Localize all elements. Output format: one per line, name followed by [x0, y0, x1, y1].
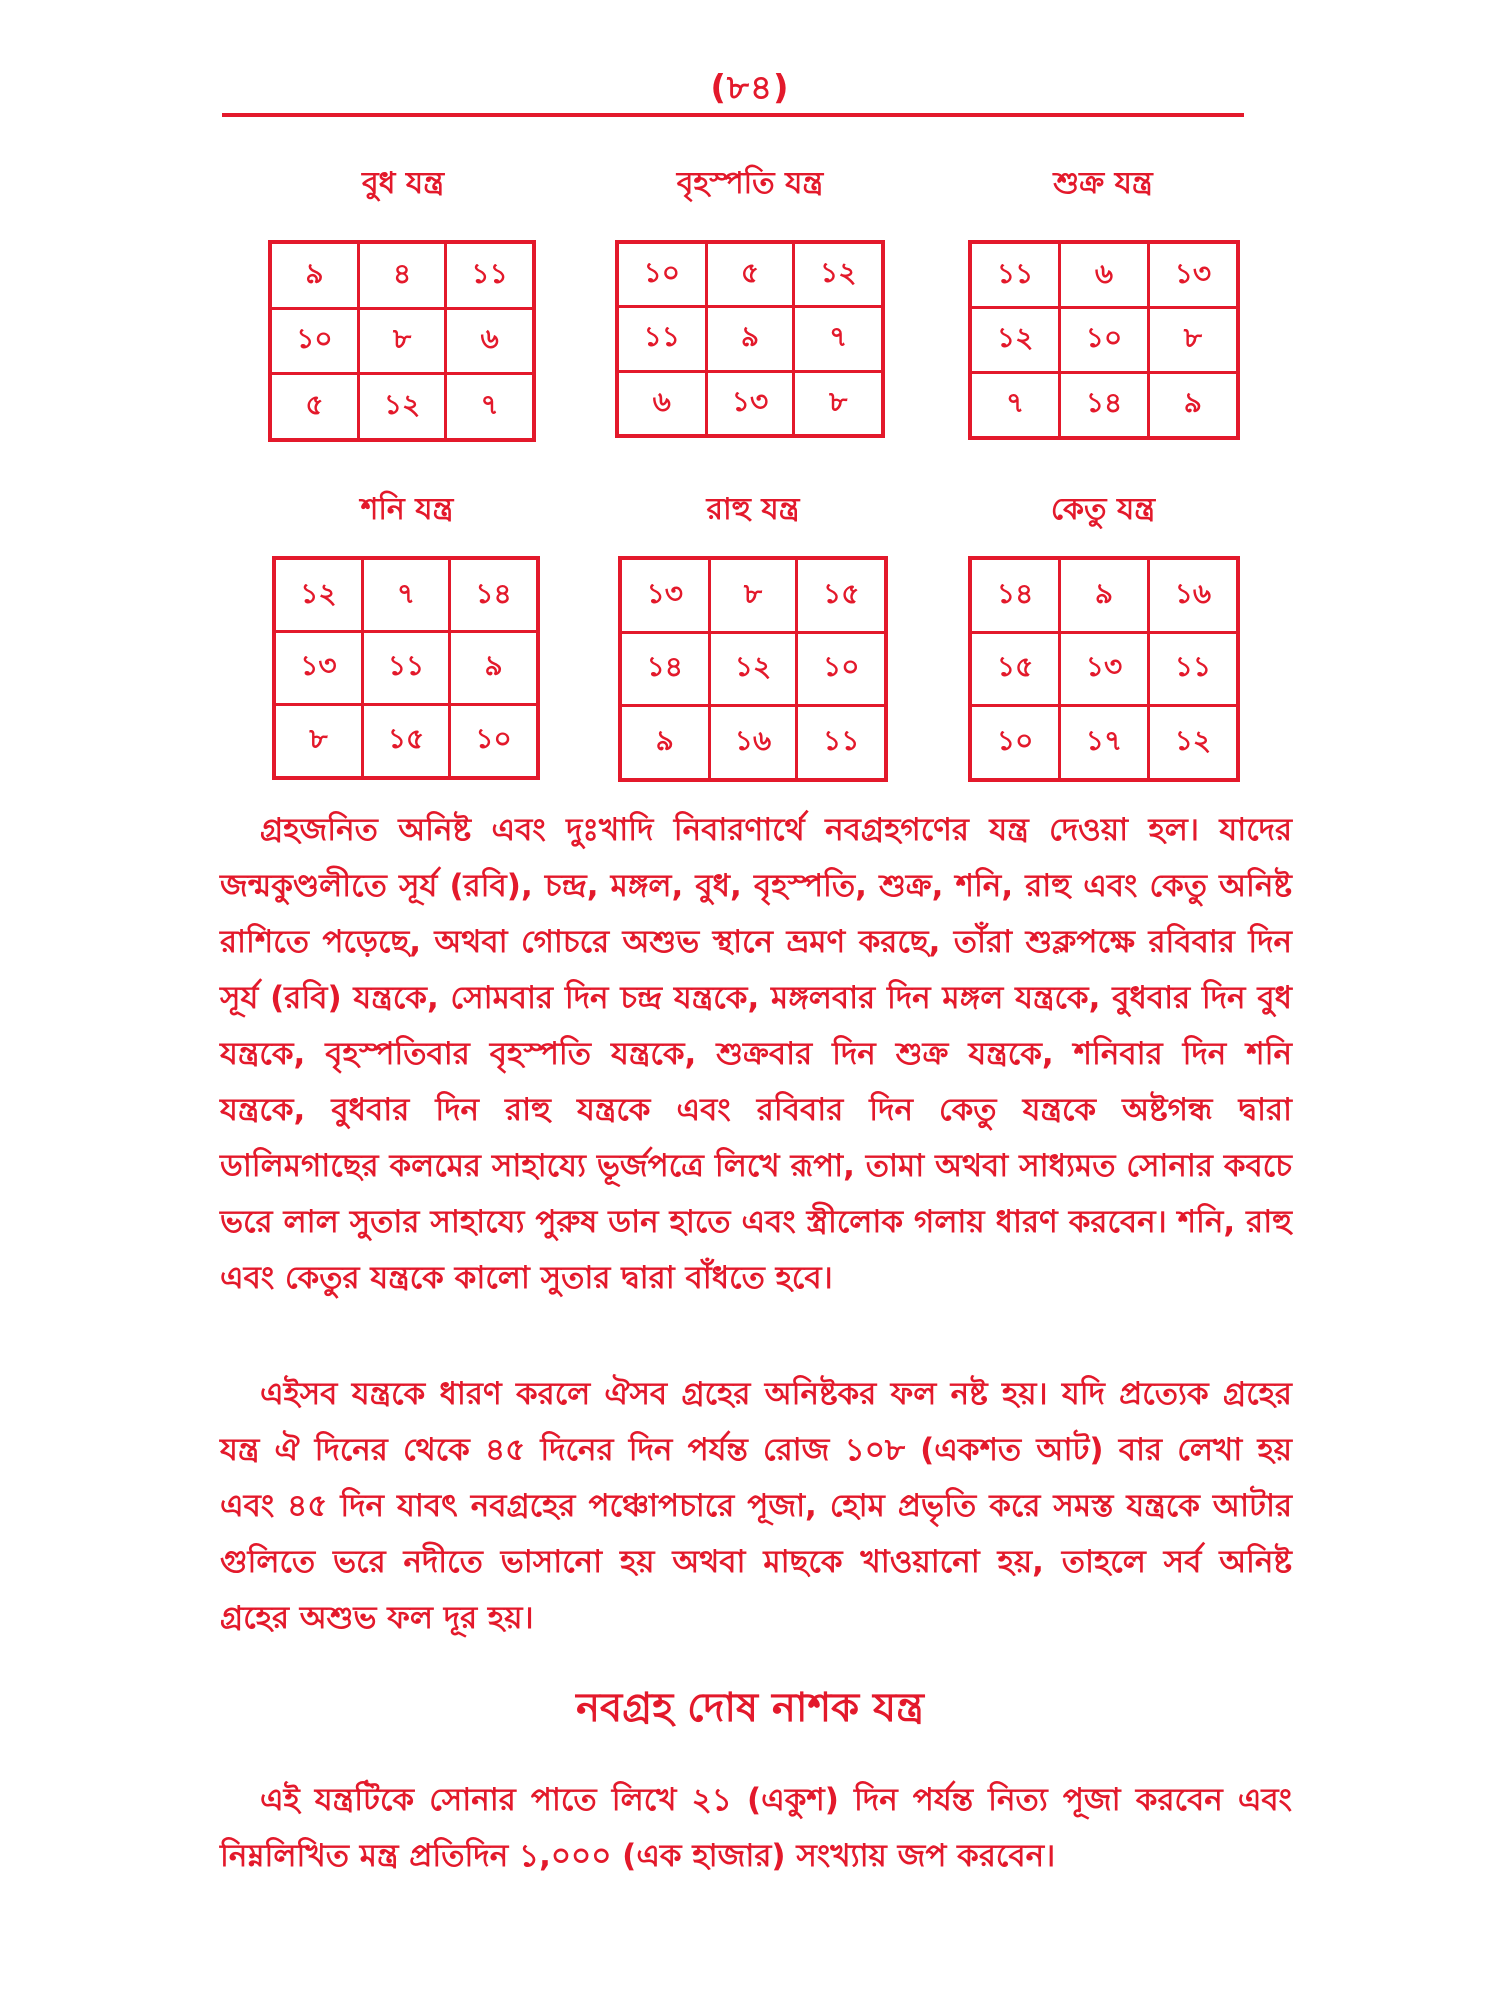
grid-cell: ১৫ — [362, 704, 449, 778]
grid-cell: ১২ — [1148, 706, 1238, 780]
header-rule — [222, 113, 1244, 117]
grid-cell: ১০ — [617, 242, 706, 307]
grid-cell: ৫ — [270, 374, 358, 440]
yantra-grid-budh — [268, 240, 536, 442]
grid-cell: ১১ — [1148, 632, 1238, 706]
yantra-grid-brihaspati — [615, 240, 885, 438]
grid-cell: ১২ — [358, 374, 445, 440]
grid-cell: ৭ — [362, 558, 449, 632]
grid-cell: ১৪ — [620, 632, 709, 706]
grid-cell: ৯ — [270, 242, 358, 308]
grid-cell: ১৫ — [970, 632, 1060, 706]
grid-cell: ১১ — [446, 242, 534, 308]
grid-cell: ১১ — [617, 307, 706, 371]
grid-cell: ১৩ — [1060, 632, 1149, 706]
grid-cell: ৭ — [970, 372, 1060, 438]
grid-cell: ১৬ — [1148, 558, 1238, 632]
page-number: (৮৪) — [710, 68, 790, 108]
grid-cell: ১১ — [362, 632, 449, 705]
grid-cell: ৬ — [1060, 242, 1149, 308]
grid-cell: ৯ — [1060, 558, 1149, 632]
grid-cell: ১৩ — [274, 632, 362, 705]
grid-cell: ১৩ — [706, 371, 794, 436]
yantra-title: বৃহস্পতি যন্ত্র — [676, 166, 824, 201]
grid-cell: ১৪ — [970, 558, 1060, 632]
grid-cell: ১২ — [970, 308, 1060, 373]
yantra-ketu — [968, 488, 1238, 532]
yantra-budh — [268, 162, 538, 206]
grid-cell: ৯ — [620, 706, 709, 780]
grid-cell: ১০ — [270, 308, 358, 374]
yantra-title: শুক্র যন্ত্র — [1053, 166, 1153, 201]
grid-cell: ১০ — [970, 706, 1060, 780]
grid-cell: ১৬ — [709, 706, 797, 780]
grid-cell: ৬ — [446, 308, 534, 374]
yantra-title: কেতু যন্ত্র — [1050, 492, 1156, 527]
grid-cell: ১০ — [450, 704, 538, 778]
grid-cell: ৮ — [274, 704, 362, 778]
yantra-grid-shukra — [968, 240, 1240, 440]
grid-cell: ৭ — [794, 307, 883, 371]
grid-cell: ৯ — [706, 307, 794, 371]
grid-cell: ৯ — [450, 632, 538, 705]
section-heading: নবগ্রহ দোষ নাশক যন্ত্র — [576, 1685, 924, 1731]
yantra-title: বুধ যন্ত্র — [361, 166, 445, 201]
paragraph-benefits: এইসব যন্ত্রকে ধারণ করলে ঐসব গ্রহের অনিষ্টকর ফল নষ্ট হয়। যদি প্রত্যেক গ্রহের যন্ত্র ঐ দিনের থেকে ৪৫ দিনের দিন পর্যন্ত রোজ ১০৮ (একশত আট) বার লেখা হয় এবং ৪৫ দিন যাবৎ নবগ্রহের পঞ্চোপচারে পূজা, হোম প্রভৃতি করে সমস্ত যন্ত্রকে আটার গুলিতে ভরে নদীতে ভাসানো হয় অথবা মাছকে খাওয়ানো হয়, তাহলে সর্ব অনিষ্ট গ্রহের অশুভ ফল দূর হয়। — [220, 1376, 1292, 1636]
grid-cell: ১০ — [1060, 308, 1149, 373]
grid-cell: ৪ — [358, 242, 445, 308]
yantra-rahu — [618, 488, 888, 532]
grid-cell: ১১ — [797, 706, 886, 780]
yantra-grid-shani — [272, 556, 540, 780]
yantra-shukra — [968, 162, 1238, 206]
grid-cell: ১৪ — [1060, 372, 1149, 438]
grid-cell: ১১ — [970, 242, 1060, 308]
grid-cell: ১২ — [794, 242, 883, 307]
paragraph-intro: গ্রহজনিত অনিষ্ট এবং দুঃখাদি নিবারণার্থে নবগ্রহগণের যন্ত্র দেওয়া হল। যাদের জন্মকুণ্ডলীতে সূর্য (রবি), চন্দ্র, মঙ্গল, বুধ, বৃহস্পতি, শুক্র, শনি, রাহু এবং কেতু অনিষ্ট রাশিতে পড়েছে, অথবা গোচরে অশুভ স্থানে ভ্রমণ করছে, তাঁরা শুক্লপক্ষে রবিবার দিন সূর্য (রবি) যন্ত্রকে, সোমবার দিন চন্দ্র যন্ত্রকে, মঙ্গলবার দিন মঙ্গল যন্ত্রকে, বুধবার দিন বুধ যন্ত্রকে, বৃহস্পতিবার বৃহস্পতি যন্ত্রকে, শুক্রবার দিন শুক্র যন্ত্রকে, শনিবার দিন শনি যন্ত্রকে, বুধবার দিন রাহু যন্ত্রকে এবং রবিবার দিন কেতু যন্ত্রকে অষ্টগন্ধ দ্বারা ডালিমগাছের কলমের সাহায্যে ভূর্জপত্রে লিখে রূপা, তামা অথবা সাধ্যমত সোনার কবচে ভরে লাল সুতার সাহায্যে পুরুষ ডান হাতে এবং স্ত্রীলোক গলায় ধারণ করবেন। শনি, রাহু এবং কেতুর যন্ত্রকে কালো সুতার দ্বারা বাঁধতে হবে। — [220, 812, 1292, 1296]
yantra-title: শনি যন্ত্র — [360, 492, 454, 527]
grid-cell: ৫ — [706, 242, 794, 307]
grid-cell: ১৫ — [797, 558, 886, 632]
grid-cell: ১৪ — [450, 558, 538, 632]
grid-cell: ৯ — [1148, 372, 1238, 438]
yantra-grid-ketu — [968, 556, 1240, 782]
grid-cell: ১২ — [709, 632, 797, 706]
grid-cell: ৮ — [794, 371, 883, 436]
grid-cell: ৬ — [617, 371, 706, 436]
yantra-shani — [272, 488, 542, 532]
yantra-brihaspati — [615, 162, 885, 206]
grid-cell: ৮ — [709, 558, 797, 632]
grid-cell: ৮ — [1148, 308, 1238, 373]
yantra-title: রাহু যন্ত্র — [706, 492, 800, 527]
grid-cell: ৮ — [358, 308, 445, 374]
grid-cell: ১৩ — [1148, 242, 1238, 308]
grid-cell: ১২ — [274, 558, 362, 632]
grid-cell: ৭ — [446, 374, 534, 440]
yantra-grid-rahu — [618, 556, 888, 782]
grid-cell: ১০ — [797, 632, 886, 706]
grid-cell: ১৭ — [1060, 706, 1149, 780]
grid-cell: ১৩ — [620, 558, 709, 632]
paragraph-final: এই যন্ত্রটিকে সোনার পাতে লিখে ২১ (একুশ) দিন পর্যন্ত নিত্য পূজা করবেন এবং নিম্নলিখিত মন্ত্র প্রতিদিন ১,০০০ (এক হাজার) সংখ্যায় জপ করবেন। — [220, 1782, 1292, 1874]
